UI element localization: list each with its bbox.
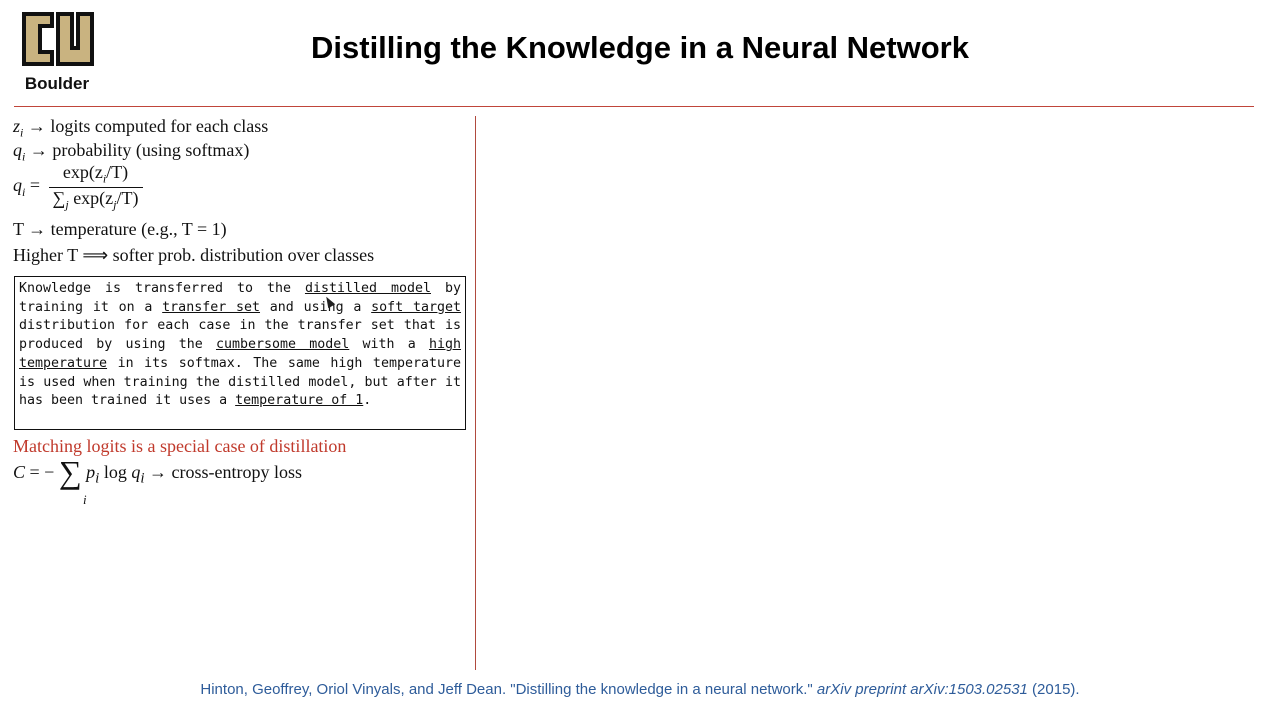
underlined-term: temperature of 1 [235, 393, 364, 409]
logo-text: Boulder [24, 74, 90, 93]
softmax-fraction: $\frac{\exp(z_i/T)}{\sum_j \exp(z_j/T)}$ [49, 162, 143, 212]
underlined-term: cumbersome model [215, 337, 350, 353]
underlined-term: high temperature [19, 337, 462, 371]
title-divider [14, 106, 1254, 107]
underlined-term: transfer set [162, 299, 261, 315]
matching-logits-note: Matching logits is a special case of distillation [13, 436, 347, 456]
column-divider [475, 116, 476, 670]
underlined-term: soft target [371, 299, 462, 315]
slide-title: Distilling the Knowledge in a Neural Network [311, 30, 969, 65]
cross-entropy-formula: C = − ∑ i $p_i$ $\log q_i$ → cross-entropy loss [13, 454, 302, 507]
softmax-formula: $q_i$ = $\frac{\exp(z_i/T)}{\sum_j \exp(z_j/T)}$ [13, 162, 143, 212]
underlined-term: distilled model [304, 281, 431, 296]
citation: Hinton, Geoffrey, Oriol Vinyals, and Jeff Dean. "Distilling the knowledge in a neural network." arXiv preprint arXiv:1503.02531 (2015). [200, 681, 1080, 698]
logits-definition: $z_i$ → logits computed for each class [13, 116, 269, 140]
knowledge-transfer-box: Knowledge is transferred to the distilled model by training it on a transfer set and using a soft target distribution for each case in the transfer set that is produced by using the cumbersome model with a high temperature in its softmax. The same high temperature is used when training the distilled model, but after it has been trained it uses a temperature of 1. [14, 276, 466, 430]
temperature-definition: T → temperature (e.g., T = 1) [13, 219, 227, 239]
sum-symbol: ∑ [58, 454, 82, 490]
higher-temperature-note: Higher T ⟹ softer prob. distribution over classes [13, 245, 375, 265]
probability-definition: $q_i$ → probability (using softmax) [13, 140, 250, 164]
